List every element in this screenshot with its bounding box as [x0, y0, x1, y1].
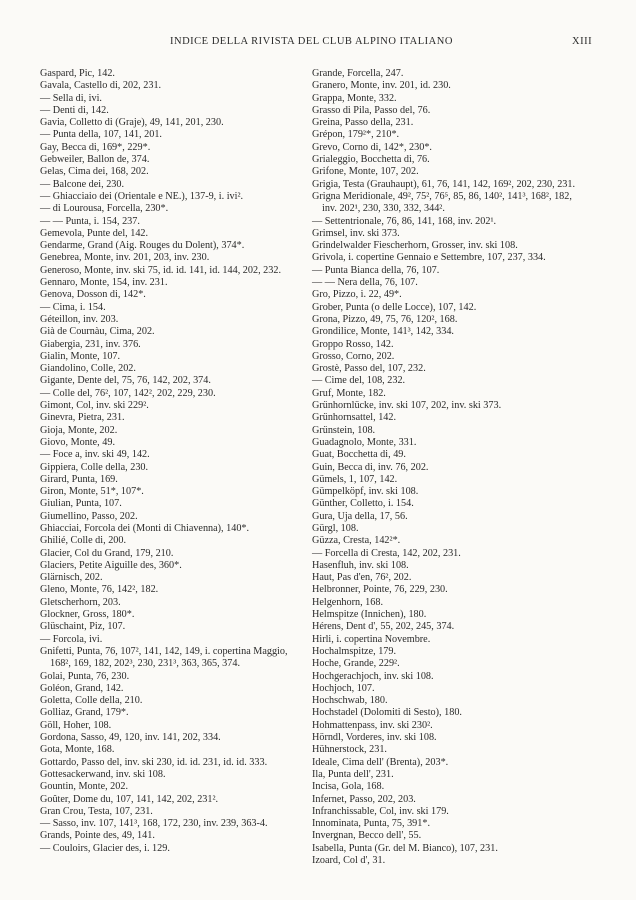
index-entry: Goletta, Colle della, 210. [40, 695, 143, 707]
running-title: INDICE DELLA RIVISTA DEL CLUB ALPINO ITALIANO [170, 36, 453, 47]
index-entry: Gran Crou, Testa, 107, 231. [40, 805, 153, 817]
index-entry: — Punta Bianca della, 76, 107. [312, 264, 440, 276]
index-column-left [40, 68, 304, 855]
index-entry: Gioja, Monte, 202. [40, 424, 118, 436]
page-number: XIII [572, 36, 593, 47]
index-entry: Hochstadel (Dolomiti di Sesto), 180. [312, 707, 462, 719]
index-entry: Gura, Uja della, 17, 56. [312, 510, 408, 522]
index-entry: Hasenfluh, inv. ski 108. [312, 559, 409, 571]
index-entry: Granero, Monte, inv. 201, id. 230. [312, 80, 451, 92]
index-entry: Grands, Pointe des, 49, 141. [40, 830, 155, 842]
index-entry: Isabella, Punta (Gr. del M. Bianco), 107, 231. [312, 842, 498, 854]
index-entry: Helgenhorn, 168. [312, 596, 384, 608]
index-entry: — Forcella di Cresta, 142, 202, 231. [312, 547, 461, 559]
index-entry: Gruf, Monte, 182. [312, 387, 386, 399]
index-entry: Géteillon, inv. 203. [40, 313, 119, 325]
index-entry: Gountin, Monte, 202. [40, 781, 129, 793]
index-entry: Gro, Pizzo, i. 22, 49*. [312, 289, 402, 301]
index-entry: Greina, Passo della, 231. [312, 117, 414, 129]
index-entry: Grépon, 179²*, 210*. [312, 129, 400, 141]
index-entry: Gimont, Col, inv. ski 229². [40, 400, 149, 412]
index-entry: Gebweiler, Ballon de, 374. [40, 154, 150, 166]
index-entry: Gnifetti, Punta, 76, 107², 141, 142, 149, i. copertina Maggio, 168², 169, 182, 202³, 230, 231³, 363, 365, 374. [40, 645, 288, 670]
index-entry: Goûter, Dome du, 107, 141, 142, 202, 231². [40, 793, 219, 805]
index-column-right [312, 68, 582, 867]
index-entry: Glüschaint, Piz, 107. [40, 621, 126, 633]
index-entry: Gippiera, Colle della, 230. [40, 461, 149, 473]
index-entry: Grigna Meridionale, 49², 75², 76⁵, 85, 86, 140², 141³, 168², 182, inv. 202¹, 230, 330, 332, 344². [312, 190, 572, 215]
index-entry: Gletscherhorn, 203. [40, 596, 121, 608]
index-entry: Grindelwalder Fiescherhorn, Grosser, inv. ski 108. [312, 240, 518, 252]
index-entry: Giandolino, Colle, 202. [40, 363, 136, 375]
index-entry: Güzza, Cresta, 142²*. [312, 535, 401, 547]
index-entry: Grünstein, 108. [312, 424, 376, 436]
index-entry: Incisa, Gola, 168. [312, 781, 385, 793]
index-entry: Gottesackerwand, inv. ski 108. [40, 768, 166, 780]
index-entry: Genebrea, Monte, inv. 201, 203, inv. 230. [40, 252, 210, 264]
index-entry: Grialeggio, Bocchetta di, 76. [312, 154, 430, 166]
index-entry: — — Punta, i. 154, 237. [40, 215, 140, 227]
index-entry: Grivola, i. copertine Gennaio e Settembre, 107, 237, 334. [312, 252, 546, 264]
index-entry: Grimsel, inv. ski 373. [312, 227, 400, 239]
index-entry: — Sasso, inv. 107, 141³, 168, 172, 230, inv. 239, 363-4. [40, 818, 268, 830]
index-entry: Gürgl, 108. [312, 522, 359, 534]
index-entry: Gota, Monte, 168. [40, 744, 115, 756]
index-entry: Ginevra, Pietra, 231. [40, 412, 125, 424]
index-entry: Gleno, Monte, 76, 142², 182. [40, 584, 159, 596]
index-entry: — Foce a, inv. ski 49, 142. [40, 449, 150, 461]
index-entry: Ghiacciai, Forcola dei (Monti di Chiavenna), 140*. [40, 522, 250, 534]
index-entry: Göll, Hoher, 108. [40, 719, 112, 731]
index-entry: Glacier, Col du Grand, 179, 210. [40, 547, 174, 559]
index-entry: Grosso, Corno, 202. [312, 350, 395, 362]
index-entry: Giovo, Monte, 49. [40, 436, 115, 448]
index-entry: Infernet, Passo, 202, 203. [312, 793, 416, 805]
index-entry: Helmspitze (Innichen), 180. [312, 609, 427, 621]
index-entry: Golliaz, Grand, 179*. [40, 707, 129, 719]
index-entry: Groppo Rosso, 142. [312, 338, 394, 350]
index-entry: Gemevola, Punte del, 142. [40, 227, 149, 239]
index-entry: — Cime del, 108, 232. [312, 375, 406, 387]
index-entry: Gottardo, Passo del, inv. ski 230, id. id. 231, id. id. 333. [40, 756, 268, 768]
index-entry: — Sella di, ivi. [40, 92, 102, 104]
index-entry: Grünhornlücke, inv. ski 107, 202, inv. ski 373. [312, 400, 502, 412]
index-entry: Hoche, Grande, 229². [312, 658, 400, 670]
index-entry: Ghilié, Colle di, 200. [40, 535, 127, 547]
index-entry: Grappa, Monte, 332. [312, 92, 397, 104]
index-entry: Grostè, Passo del, 107, 232. [312, 363, 426, 375]
index-entry: Haut, Pas d'en, 76², 202. [312, 572, 412, 584]
index-entry: Gendarme, Grand (Aig. Rouges du Dolent), 374*. [40, 240, 245, 252]
index-entry: — — Nera della, 76, 107. [312, 277, 418, 289]
index-entry: Hochgerachjoch, inv. ski 108. [312, 670, 434, 682]
index-entry: Generoso, Monte, inv. ski 75, id. id. 141, id. 144, 202, 232. [40, 264, 281, 276]
index-entry: — Colle del, 76², 107, 142², 202, 229, 230. [40, 387, 216, 399]
index-entry: — Punta della, 107, 141, 201. [40, 129, 162, 141]
index-entry: Günther, Colletto, i. 154. [312, 498, 414, 510]
index-entry: Glockner, Gross, 180*. [40, 609, 135, 621]
index-entry: Hérens, Dent d', 55, 202, 245, 374. [312, 621, 455, 633]
index-entry: Grifone, Monte, 107, 202. [312, 166, 419, 178]
index-entry: Gavia, Colletto di (Graje), 49, 141, 201, 230. [40, 117, 224, 129]
index-entry: Grünhornsattel, 142. [312, 412, 397, 424]
index-entry: Ila, Punta dell', 231. [312, 768, 394, 780]
index-entry: Hirli, i. copertina Novembre. [312, 633, 431, 645]
index-entry: Guin, Becca di, inv. 76, 202. [312, 461, 429, 473]
index-entry: Grevo, Corno di, 142*, 230*. [312, 141, 432, 153]
index-entry: Gay, Becca di, 169*, 229*. [40, 141, 151, 153]
index-entry: Invergnan, Becco dell', 55. [312, 830, 422, 842]
index-entry: Gelas, Cima dei, 168, 202. [40, 166, 149, 178]
index-entry: Gigante, Dente del, 75, 76, 142, 202, 374. [40, 375, 211, 387]
index-entry: Gaspard, Pic, 142. [40, 68, 115, 79]
index-entry: Infranchissable, Col, inv. ski 179. [312, 805, 449, 817]
index-entry: Gümpelköpf, inv. ski 108. [312, 486, 419, 498]
index-entry: Gümels, 1, 107, 142. [312, 473, 398, 485]
index-entry: Giulian, Punta, 107. [40, 498, 122, 510]
index-entry: Gavala, Castello di, 202, 231. [40, 80, 162, 92]
index-entry: Grasso di Pila, Passo del, 76. [312, 104, 431, 116]
index-entry: Giron, Monte, 51*, 107*. [40, 486, 144, 498]
index-entry: Hühnerstock, 231. [312, 744, 387, 756]
page-header [0, 36, 636, 52]
index-entry: Grober, Punta (o delle Locce), 107, 142. [312, 301, 477, 313]
index-entry: Glärnisch, 202. [40, 572, 103, 584]
index-entry: Innominata, Punta, 75, 391*. [312, 818, 430, 830]
index-entry: — Settentrionale, 76, 86, 141, 168, inv. 202¹. [312, 215, 497, 227]
index-entry: Ideale, Cima dell' (Brenta), 203*. [312, 756, 449, 768]
index-entry: Gennaro, Monte, 154, inv. 231. [40, 277, 168, 289]
index-entry: Giumellino, Passo, 202. [40, 510, 138, 522]
index-entry: Hochschwab, 180. [312, 695, 388, 707]
index-entry: Izoard, Col d', 31. [312, 855, 386, 866]
index-entry: Hohmattenpass, inv. ski 230². [312, 719, 433, 731]
index-entry: Grigia, Testa (Grauhaupt), 61, 76, 141, 142, 169², 202, 230, 231. [312, 178, 576, 190]
index-entry: — Forcola, ivi. [40, 633, 103, 645]
index-entry: Helbronner, Pointe, 76, 229, 230. [312, 584, 448, 596]
index-entry: Grondilice, Monte, 141³, 142, 334. [312, 326, 454, 338]
index-entry: — di Lourousa, Forcella, 230*. [40, 203, 169, 215]
index-entry: Guadagnolo, Monte, 331. [312, 436, 417, 448]
index-entry: — Ghiacciaio dei (Orientale e NE.), 137-9, i. ivi². [40, 190, 244, 202]
index-entry: Hochjoch, 107. [312, 682, 375, 694]
index-entry: Goléon, Grand, 142. [40, 682, 124, 694]
index-entry: Girard, Punta, 169. [40, 473, 118, 485]
index-entry: Guat, Bocchetta di, 49. [312, 449, 406, 461]
index-entry: Gordona, Sasso, 49, 120, inv. 141, 202, 334. [40, 732, 221, 744]
index-entry: Glaciers, Petite Aiguille des, 360*. [40, 559, 182, 571]
index-entry: Gialin, Monte, 107. [40, 350, 121, 362]
index-entry: — Denti di, 142. [40, 104, 109, 116]
index-entry: — Couloirs, Glacier des, i. 129. [40, 842, 170, 854]
index-entry: Giabergia, 231, inv. 376. [40, 338, 141, 350]
index-entry: — Balcone dei, 230. [40, 178, 125, 190]
index-entry: Genova, Dosson di, 142*. [40, 289, 146, 301]
index-entry: Grona, Pizzo, 49, 75, 76, 120², 168. [312, 313, 458, 325]
index-entry: Grande, Forcella, 247. [312, 68, 404, 79]
index-entry: Hochalmspitze, 179. [312, 645, 397, 657]
index-entry: Hörndl, Vorderes, inv. ski 108. [312, 732, 437, 744]
index-entry: Golai, Punta, 76, 230. [40, 670, 130, 682]
index-entry: — Cima, i. 154. [40, 301, 106, 313]
index-entry: Già de Cournàu, Cima, 202. [40, 326, 155, 338]
